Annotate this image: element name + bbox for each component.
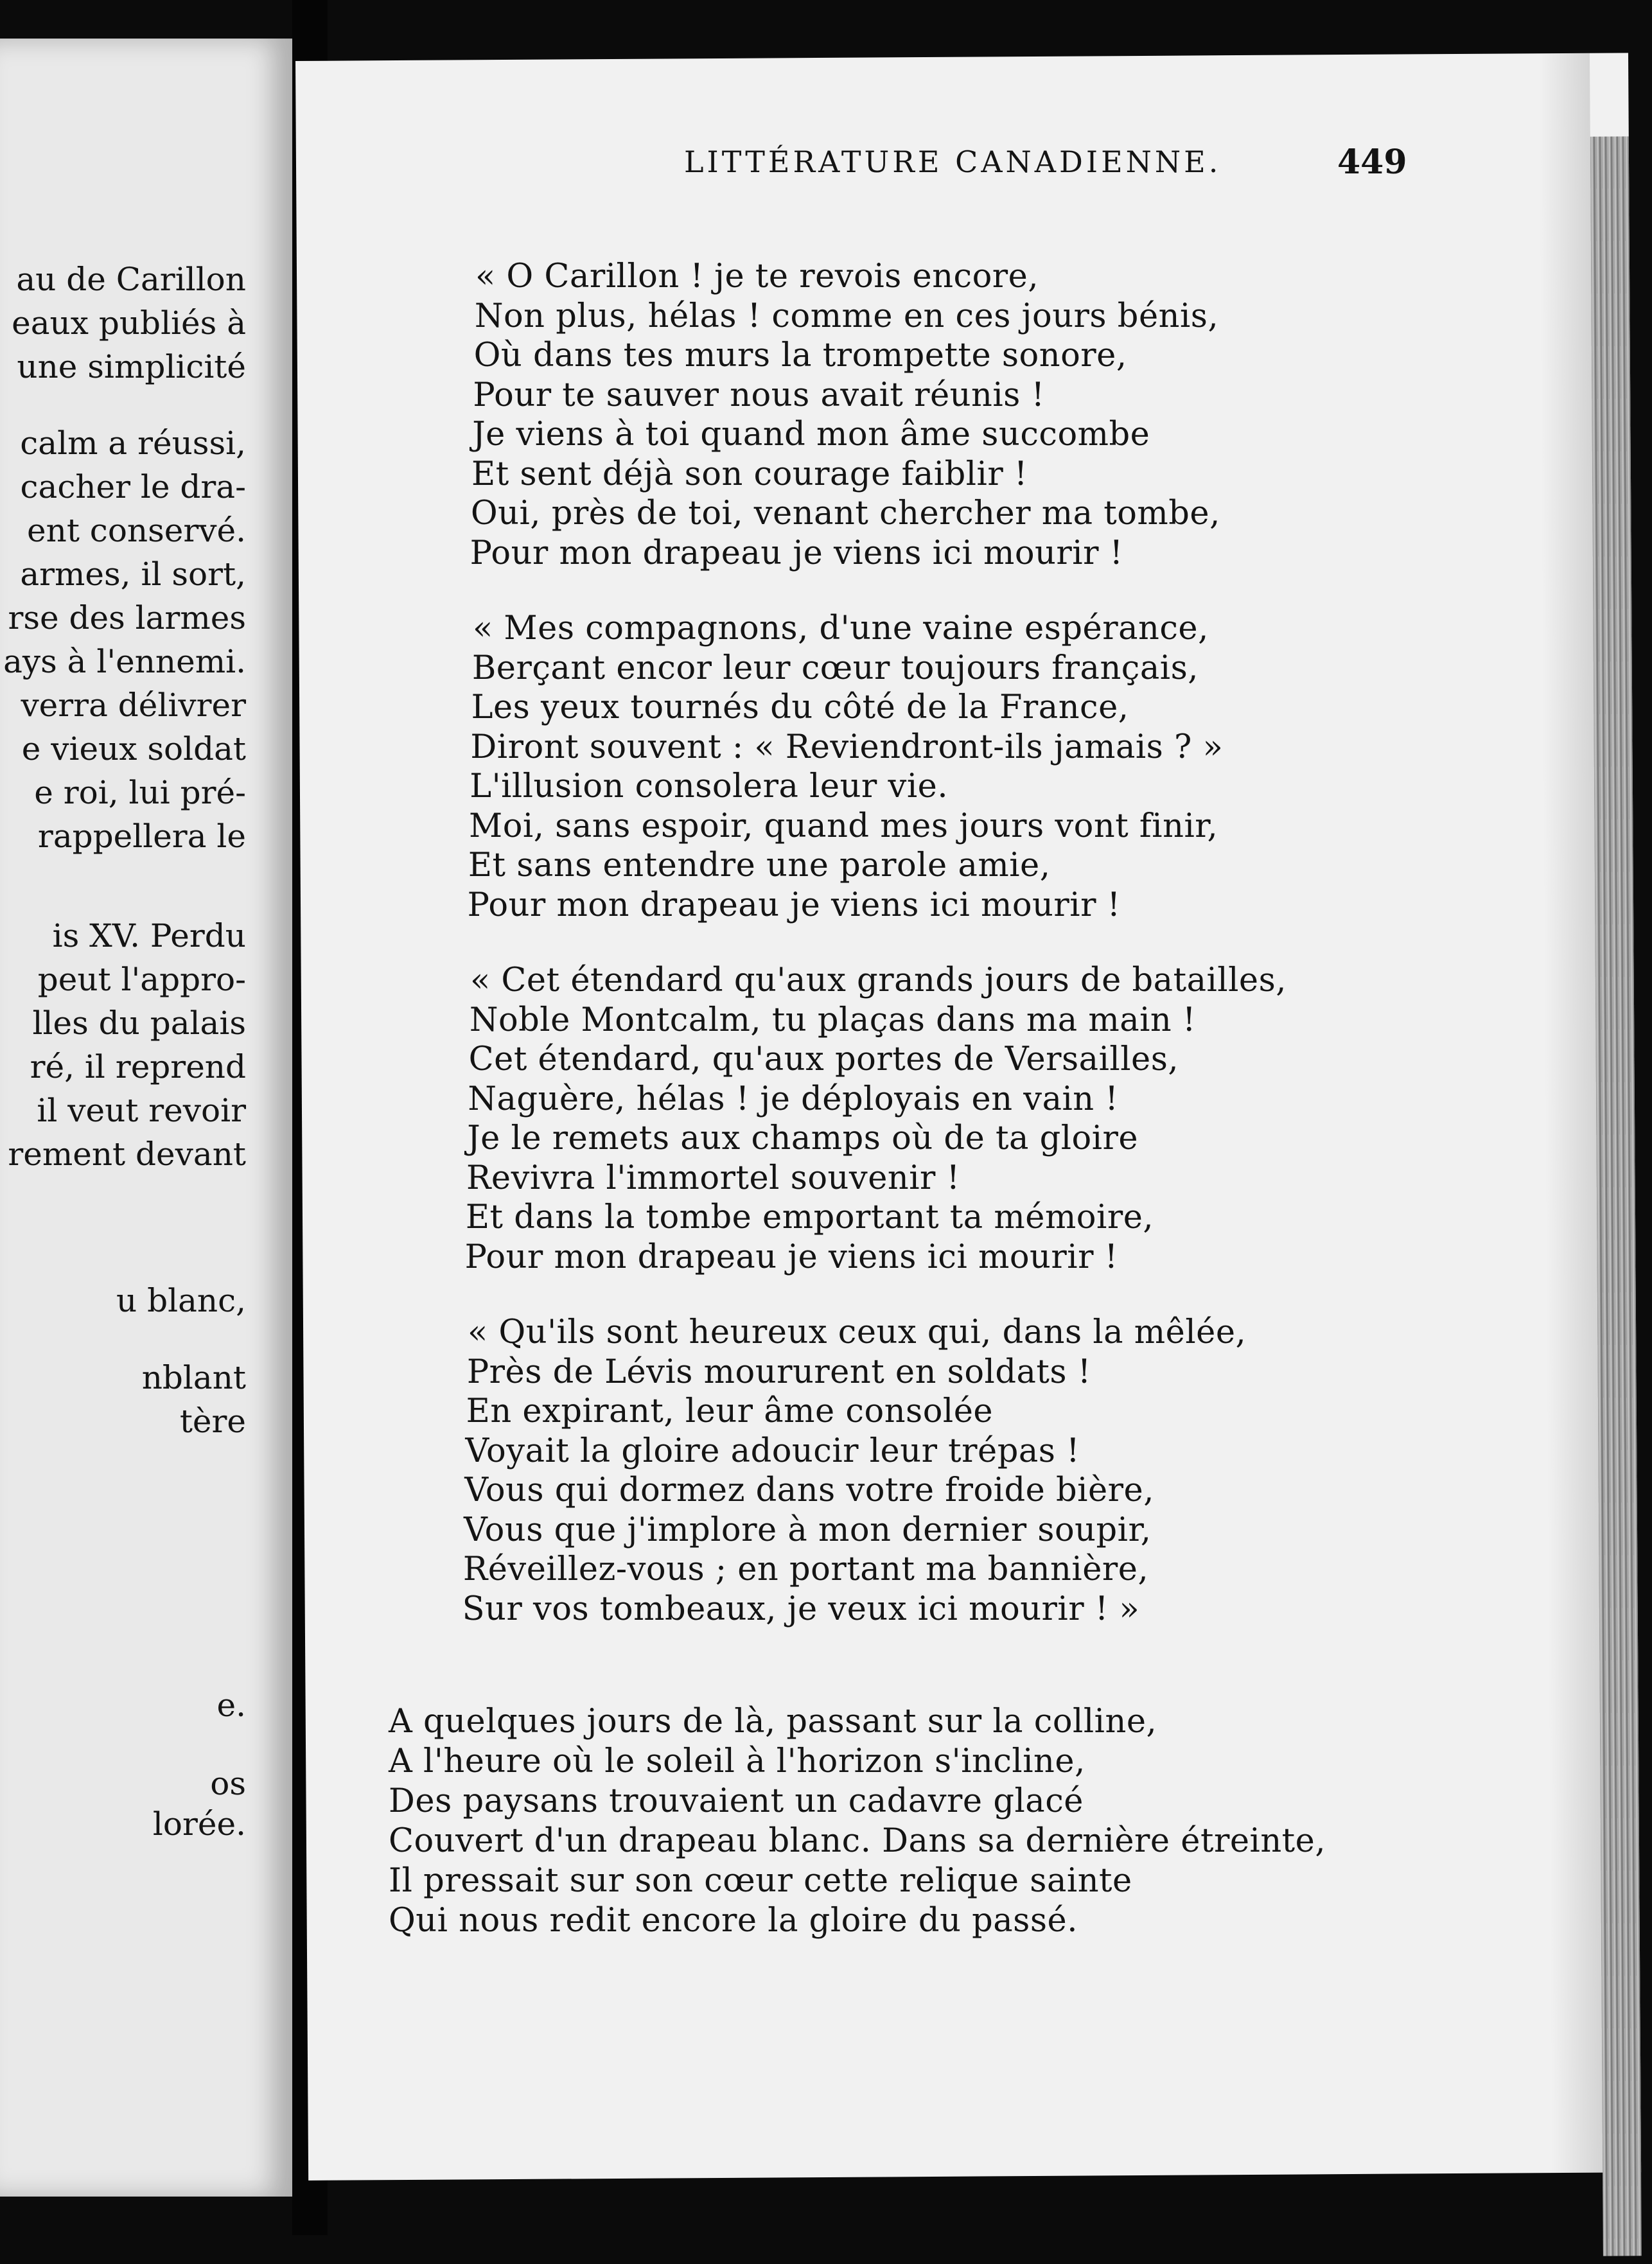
left-page-line: lorée.	[152, 1805, 246, 1843]
verse-line: Je le remets aux champs où de ta gloire	[467, 1119, 1139, 1157]
verse-line: En expirant, leur âme consolée	[466, 1392, 994, 1430]
left-page-line: is XV. Perdu	[52, 917, 246, 954]
verse-line: « Cet étendard qu'aux grands jours de batailles,	[470, 961, 1287, 999]
closing-line: A quelques jours de là, passant sur la colline,	[389, 1703, 1157, 1741]
verse-line: Cet étendard, qu'aux portes de Versailles,	[468, 1040, 1179, 1078]
verse-line: Vous qui dormez dans votre froide bière,	[464, 1471, 1154, 1509]
verse-line: Près de Lévis moururent en soldats !	[466, 1353, 1091, 1391]
poem-stanzas	[462, 257, 1287, 1665]
verse-line: Moi, sans espoir, quand mes jours vont finir,	[469, 807, 1218, 845]
verse-line: Naguère, hélas ! je déployais en vain !	[468, 1080, 1119, 1118]
closing-line: Il pressait sur son cœur cette relique sainte	[389, 1862, 1132, 1900]
verse-line: Pour mon drapeau je viens ici mourir !	[464, 1238, 1118, 1276]
stanza	[470, 257, 1287, 573]
left-page-line: u blanc,	[116, 1282, 246, 1319]
left-page-line: tère	[179, 1403, 246, 1440]
left-page-line: lles du palais	[32, 1005, 246, 1042]
left-page-line: e vieux soldat	[21, 730, 246, 768]
verse-line: Où dans tes murs la trompette sonore,	[473, 337, 1127, 374]
verse-line: Pour te sauver nous avait réunis !	[473, 376, 1045, 414]
closing-line: Qui nous redit encore la gloire du passé.	[389, 1902, 1078, 1940]
verse-line: Non plus, hélas ! comme en ces jours bénis,	[474, 297, 1219, 335]
verse-line: Diront souvent : « Reviendront-ils jamais ? »	[470, 728, 1224, 766]
verse-line: L'illusion consolera leur vie.	[470, 768, 949, 805]
verse-line: Réveillez-vous ; en portant ma bannière,	[462, 1550, 1149, 1588]
page-number: 449	[1337, 143, 1407, 182]
verse-line: Et sans entendre une parole amie,	[468, 847, 1051, 884]
closing-line: A l'heure où le soleil à l'horizon s'incline,	[389, 1742, 1085, 1780]
left-page-line: au de Carillon	[16, 261, 246, 298]
left-page-line: rappellera le	[37, 818, 246, 855]
left-page-line: calm a réussi,	[20, 425, 246, 462]
left-page-line: il veut revoir	[37, 1092, 246, 1129]
verse-line: Berçant encor leur cœur toujours français,	[471, 649, 1199, 687]
verse-line: Les yeux tournés du côté de la France,	[471, 689, 1129, 726]
left-page-line: ent conservé.	[27, 512, 246, 549]
verse-line: Pour mon drapeau je viens ici mourir !	[470, 534, 1123, 572]
left-page-line: armes, il sort,	[20, 556, 246, 593]
verse-line: « Mes compagnons, d'une vaine espérance,	[473, 610, 1209, 647]
stanza	[467, 609, 1287, 925]
left-page-line: rse des larmes	[8, 599, 246, 636]
left-page-line: cacher le dra-	[20, 468, 246, 505]
running-header: LITTÉRATURE CANADIENNE.	[684, 145, 1222, 179]
verse-line: Noble Montcalm, tu plaças dans ma main !	[469, 1001, 1196, 1039]
verse-line: Vous que j'implore à mon dernier soupir,	[464, 1511, 1152, 1549]
verse-line: Voyait la gloire adoucir leur trépas !	[465, 1432, 1080, 1470]
verse-line: Sur vos tombeaux, je veux ici mourir ! »	[462, 1590, 1140, 1628]
left-page-line: peut l'appro-	[37, 961, 246, 998]
left-page-line: verra délivrer	[21, 687, 246, 724]
left-page-line: ré, il reprend	[30, 1048, 246, 1085]
left-page-line: e.	[216, 1687, 246, 1724]
left-page-line: ays à l'ennemi.	[3, 643, 246, 680]
verse-line: Oui, près de toi, venant chercher ma tombe,	[470, 495, 1220, 532]
verse-line: « O Carillon ! je te revois encore,	[475, 258, 1039, 295]
stanza	[464, 961, 1287, 1277]
left-page	[0, 39, 292, 2197]
left-page-line: os	[210, 1765, 246, 1802]
stanza	[462, 1313, 1287, 1629]
closing-stanza	[389, 1702, 1326, 1941]
verse-line: « Qu'ils sont heureux ceux qui, dans la mêlée,	[468, 1313, 1247, 1351]
left-page-line: une simplicité	[17, 348, 246, 385]
verse-line: Je viens à toi quand mon âme succombe	[472, 416, 1150, 453]
verse-line: Et sent déjà son courage faiblir !	[471, 455, 1028, 493]
closing-line: Couvert d'un drapeau blanc. Dans sa dernière étreinte,	[389, 1822, 1326, 1860]
verse-line: Et dans la tombe emportant ta mémoire,	[465, 1198, 1154, 1236]
left-page-line: e roi, lui pré-	[34, 774, 246, 811]
left-page-line: eaux publiés à	[12, 304, 246, 342]
verse-line: Revivra l'immortel souvenir !	[466, 1159, 960, 1197]
verse-line: Pour mon drapeau je viens ici mourir !	[467, 886, 1121, 924]
left-page-line: rement devant	[8, 1136, 246, 1173]
closing-line: Des paysans trouvaient un cadavre glacé	[389, 1782, 1084, 1820]
left-page-line: nblant	[141, 1359, 246, 1396]
